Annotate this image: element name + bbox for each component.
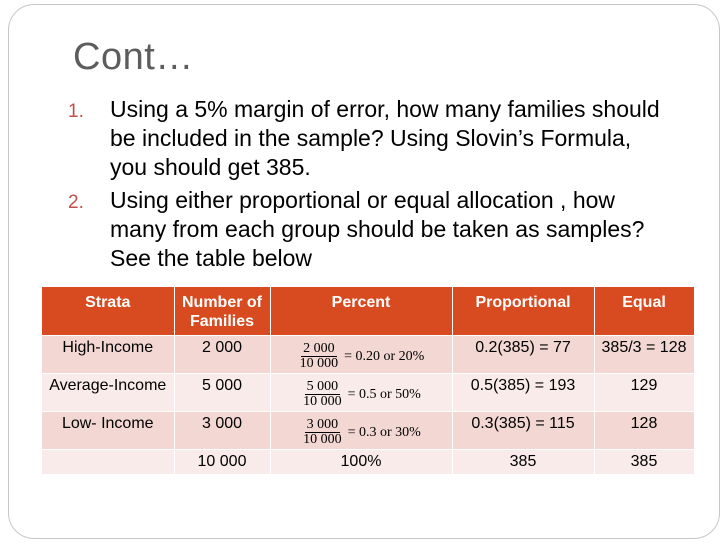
table-row xyxy=(42,374,694,412)
fraction-denominator: 10 000 xyxy=(303,432,342,447)
table-header-row xyxy=(42,287,694,336)
percent-formula xyxy=(301,380,421,409)
list-number: 1. xyxy=(68,101,84,122)
cell-percent xyxy=(270,336,452,374)
cell-proportional: 0.3(385) = 115 xyxy=(452,412,594,450)
cell-number: 5 000 xyxy=(174,374,270,412)
header-number: Number of Families xyxy=(174,287,270,336)
list-text: Using a 5% margin of error, how many families should be included in the sample? Using Slovin’s Formula, you should get 385. xyxy=(110,96,660,180)
fraction-denominator: 10 000 xyxy=(303,394,342,409)
table-row xyxy=(42,412,694,450)
fraction-numerator: 2 000 xyxy=(303,341,335,356)
list-text: Using either proportional or equal allocation , how many from each group should be taken as samples? See the table below xyxy=(110,187,645,271)
fraction-numerator: 3 000 xyxy=(306,417,339,432)
fraction-result: = 0.5 or 50% xyxy=(347,386,421,402)
cell-equal: 128 xyxy=(594,412,694,450)
list-number: 2. xyxy=(68,192,84,213)
header-proportional: Proportional xyxy=(452,287,594,336)
question-list xyxy=(60,95,660,277)
cell-number: 2 000 xyxy=(174,336,270,374)
cell-number: 3 000 xyxy=(174,412,270,450)
allocation-table xyxy=(42,287,695,474)
percent-formula xyxy=(301,418,421,447)
cell-number: 10 000 xyxy=(174,450,270,475)
fraction-result: = 0.3 or 30% xyxy=(347,424,421,440)
cell-proportional: 385 xyxy=(452,450,594,475)
fraction-numerator: 5 000 xyxy=(306,379,339,394)
header-strata: Strata xyxy=(42,287,174,336)
cell-percent xyxy=(270,374,452,412)
percent-formula xyxy=(298,342,425,371)
cell-proportional: 0.5(385) = 193 xyxy=(452,374,594,412)
cell-percent xyxy=(270,412,452,450)
cell-strata: Average-Income xyxy=(42,374,174,412)
cell-strata: Low- Income xyxy=(42,412,174,450)
header-percent: Percent xyxy=(270,287,452,336)
table-row xyxy=(42,336,694,374)
fraction-result: = 0.20 or 20% xyxy=(344,348,425,364)
header-equal: Equal xyxy=(594,287,694,336)
cell-equal: 385 xyxy=(594,450,694,475)
cell-strata: High-Income xyxy=(42,336,174,374)
list-item xyxy=(60,95,660,182)
slide-title: Cont… xyxy=(73,36,194,78)
list-item xyxy=(60,186,660,273)
cell-equal: 385/3 = 128 xyxy=(594,336,694,374)
cell-proportional: 0.2(385) = 77 xyxy=(452,336,594,374)
cell-percent: 100% xyxy=(270,450,452,475)
cell-equal: 129 xyxy=(594,374,694,412)
fraction-denominator: 10 000 xyxy=(299,356,339,371)
cell-strata xyxy=(42,450,174,475)
table-row xyxy=(42,450,694,475)
